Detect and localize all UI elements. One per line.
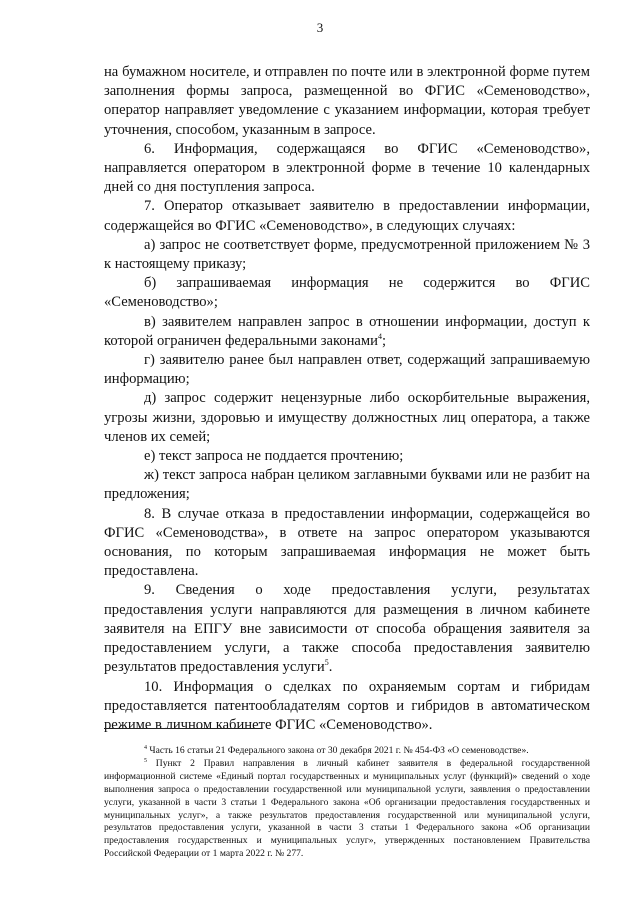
footnote-text: Часть 16 статьи 21 Федерального закона от 30 декабря 2021 г. № 454-ФЗ «О семеноводстве». — [147, 745, 529, 756]
footnote — [104, 758, 590, 861]
paragraph: 10. Информация о сделках по охраняемым сортам и гибридам предоставляется патентообладателям сортов и гибридов в автоматическом режиме в личном кабинете ФГИС «Семеноводство». — [104, 678, 590, 733]
document-body — [104, 63, 590, 735]
paragraph: 8. В случае отказа в предоставлении информации, содержащейся во ФГИС «Семеноводства», в ответе на запрос оператором указываются основания, по которым запрашиваемая информация не может быть предоставлена. — [104, 505, 590, 580]
paragraph: 6. Информация, содержащаяся во ФГИС «Семеноводство», направляется оператором в электронной форме в течение 10 календарных дней со дня поступления запроса. — [104, 140, 590, 196]
footnote-text: Пункт 2 Правил направления в личный кабинет заявителя в федеральной государственной информационной системе «Единый портал государственных и муниципальных услуг (функций)» сведений о ходе выполнения запроса о предоставлении государственной или муниципальной услуги, заявления о предоставлении услуги, указанной в части 3 статьи 1 Федерального закона «Об организации предоставления государственных и муниципальных услуг», а также результатов предоставления государственной или муниципальной услуги, результатов предоставления услуги, указанной в части 3 статьи 1 Федерального закона «Об организации предоставления государственных и муниципальных услуг», утвержденных постановлением Правительства Российской Федерации от 1 марта 2022 г. № 277. — [104, 757, 590, 860]
list-item: ж) текст запроса набран целиком заглавными буквами или не разбит на предложения; — [104, 467, 590, 503]
paragraph: 7. Оператор отказывает заявителю в предоставлении информации, содержащейся во ФГИС «Семеноводство», в следующих случаях: — [104, 198, 590, 234]
paragraph-text: 9. Сведения о ходе предоставления услуги, результатах предоставления услуги направляются для размещения в личном кабинете заявителя на ЕПГУ вне зависимости от способа обращения заявителя за предоставлением услуги, а также способа предоставления заявителю результатов предоставления услуги — [104, 582, 590, 676]
paragraph: на бумажном носителе, и отправлен по почте или в электронной форме путем заполнения формы запроса, размещенной во ФГИС «Семеноводство», оператор направляет уведомление с указанием информации, которая требует уточнения, способом, указанным в запросе. — [104, 64, 590, 138]
footnotes — [104, 745, 590, 861]
list-item: а) запрос не соответствует форме, предусмотренной приложением № 3 к настоящему приказу; — [104, 236, 590, 273]
footnote-ref: 4 — [377, 331, 382, 341]
footnote-mark: 5 — [144, 757, 147, 764]
list-item: г) заявителю ранее был направлен ответ, содержащий запрашиваемую информацию; — [104, 352, 590, 388]
list-item — [104, 313, 590, 351]
list-item: д) запрос содержит нецензурные либо оскорбительные выражения, угрозы жизни, здоровью и имуществу должностных лиц оператора, а также членов их семей; — [104, 390, 590, 445]
list-item: б) запрашиваемая информация не содержится во ФГИС «Семеноводство»; — [104, 275, 590, 311]
list-item: е) текст запроса не поддается прочтению; — [144, 448, 404, 465]
punctuation: . — [328, 659, 333, 676]
punctuation: ; — [381, 332, 387, 349]
list-item-text: в) заявителем направлен запрос в отношении информации, доступ к которой ограничен федеральными законами — [104, 313, 590, 349]
paragraph — [104, 581, 590, 677]
footnote-mark: 4 — [144, 744, 147, 751]
footnote — [104, 745, 590, 758]
page-number: 3 — [316, 20, 324, 35]
footnote-divider — [104, 728, 262, 729]
footnote-ref: 5 — [324, 658, 329, 668]
